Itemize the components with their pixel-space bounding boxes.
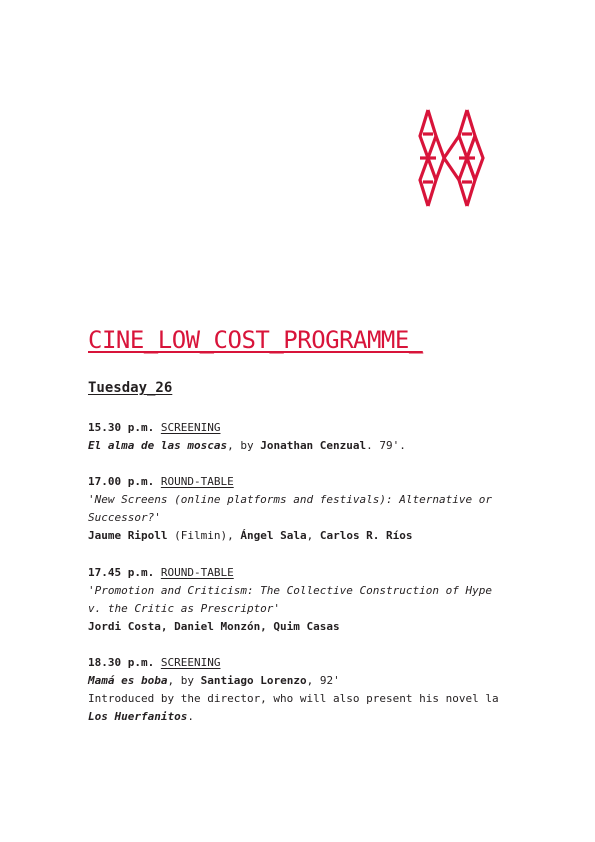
event-time: 17.45 p.m.	[88, 566, 155, 579]
event-film-line	[88, 437, 518, 455]
event-screening-1	[88, 419, 518, 455]
event-header	[88, 419, 518, 437]
speaker-org: (Filmin),	[167, 529, 241, 542]
event-type: ROUND-TABLE	[160, 475, 234, 488]
event-roundtable-1	[88, 473, 518, 545]
event-time: 18.30 p.m.	[88, 656, 155, 669]
event-type: SCREENING	[160, 421, 221, 434]
event-header	[88, 654, 518, 672]
event-roundtable-2	[88, 564, 518, 636]
speaker-name: Carlos R. Ríos	[319, 529, 413, 542]
event-type: ROUND-TABLE	[160, 566, 234, 579]
event-header	[88, 473, 518, 491]
novel-end: .	[187, 710, 194, 723]
by-text: , by	[167, 674, 201, 687]
speakers-line	[88, 527, 518, 545]
film-title: El alma de las moscas	[88, 439, 228, 452]
event-note: Introduced by the director, who will also present his novel la	[88, 692, 499, 705]
topic-line-1: 'Promotion and Criticism: The Collective Construction of Hype	[88, 584, 492, 597]
film-title: Mamá es boba	[88, 674, 168, 687]
festival-logo	[418, 108, 493, 210]
novel-title: Los Huerfanitos	[88, 710, 188, 723]
event-screening-2	[88, 654, 518, 726]
event-time: 15.30 p.m.	[88, 421, 155, 434]
speakers-line: Jordi Costa, Daniel Monzón, Quim Casas	[88, 620, 340, 633]
separator: ,	[306, 529, 320, 542]
event-time: 17.00 p.m.	[88, 475, 155, 488]
event-header	[88, 564, 518, 582]
speaker-name: Ángel Sala	[240, 529, 307, 542]
novel-line	[88, 708, 518, 726]
by-text: , by	[227, 439, 261, 452]
director-name: Santiago Lorenzo	[200, 674, 307, 687]
topic-line-1: 'New Screens (online platforms and festivals): Alternative or	[88, 493, 492, 506]
day-heading: Tuesday_26	[88, 380, 173, 396]
topic-line-2: Successor?'	[88, 511, 161, 524]
film-duration: , 92'	[306, 674, 340, 687]
topic-line-2: v. the Critic as Prescriptor'	[88, 602, 281, 615]
event-type: SCREENING	[160, 656, 221, 669]
speaker-name: Jaume Ripoll	[88, 529, 168, 542]
programme-title: CINE_LOW_COST_PROGRAMME_	[88, 326, 423, 354]
director-name: Jonathan Cenzual	[260, 439, 367, 452]
film-duration: . 79'.	[366, 439, 406, 452]
event-film-line	[88, 672, 518, 690]
